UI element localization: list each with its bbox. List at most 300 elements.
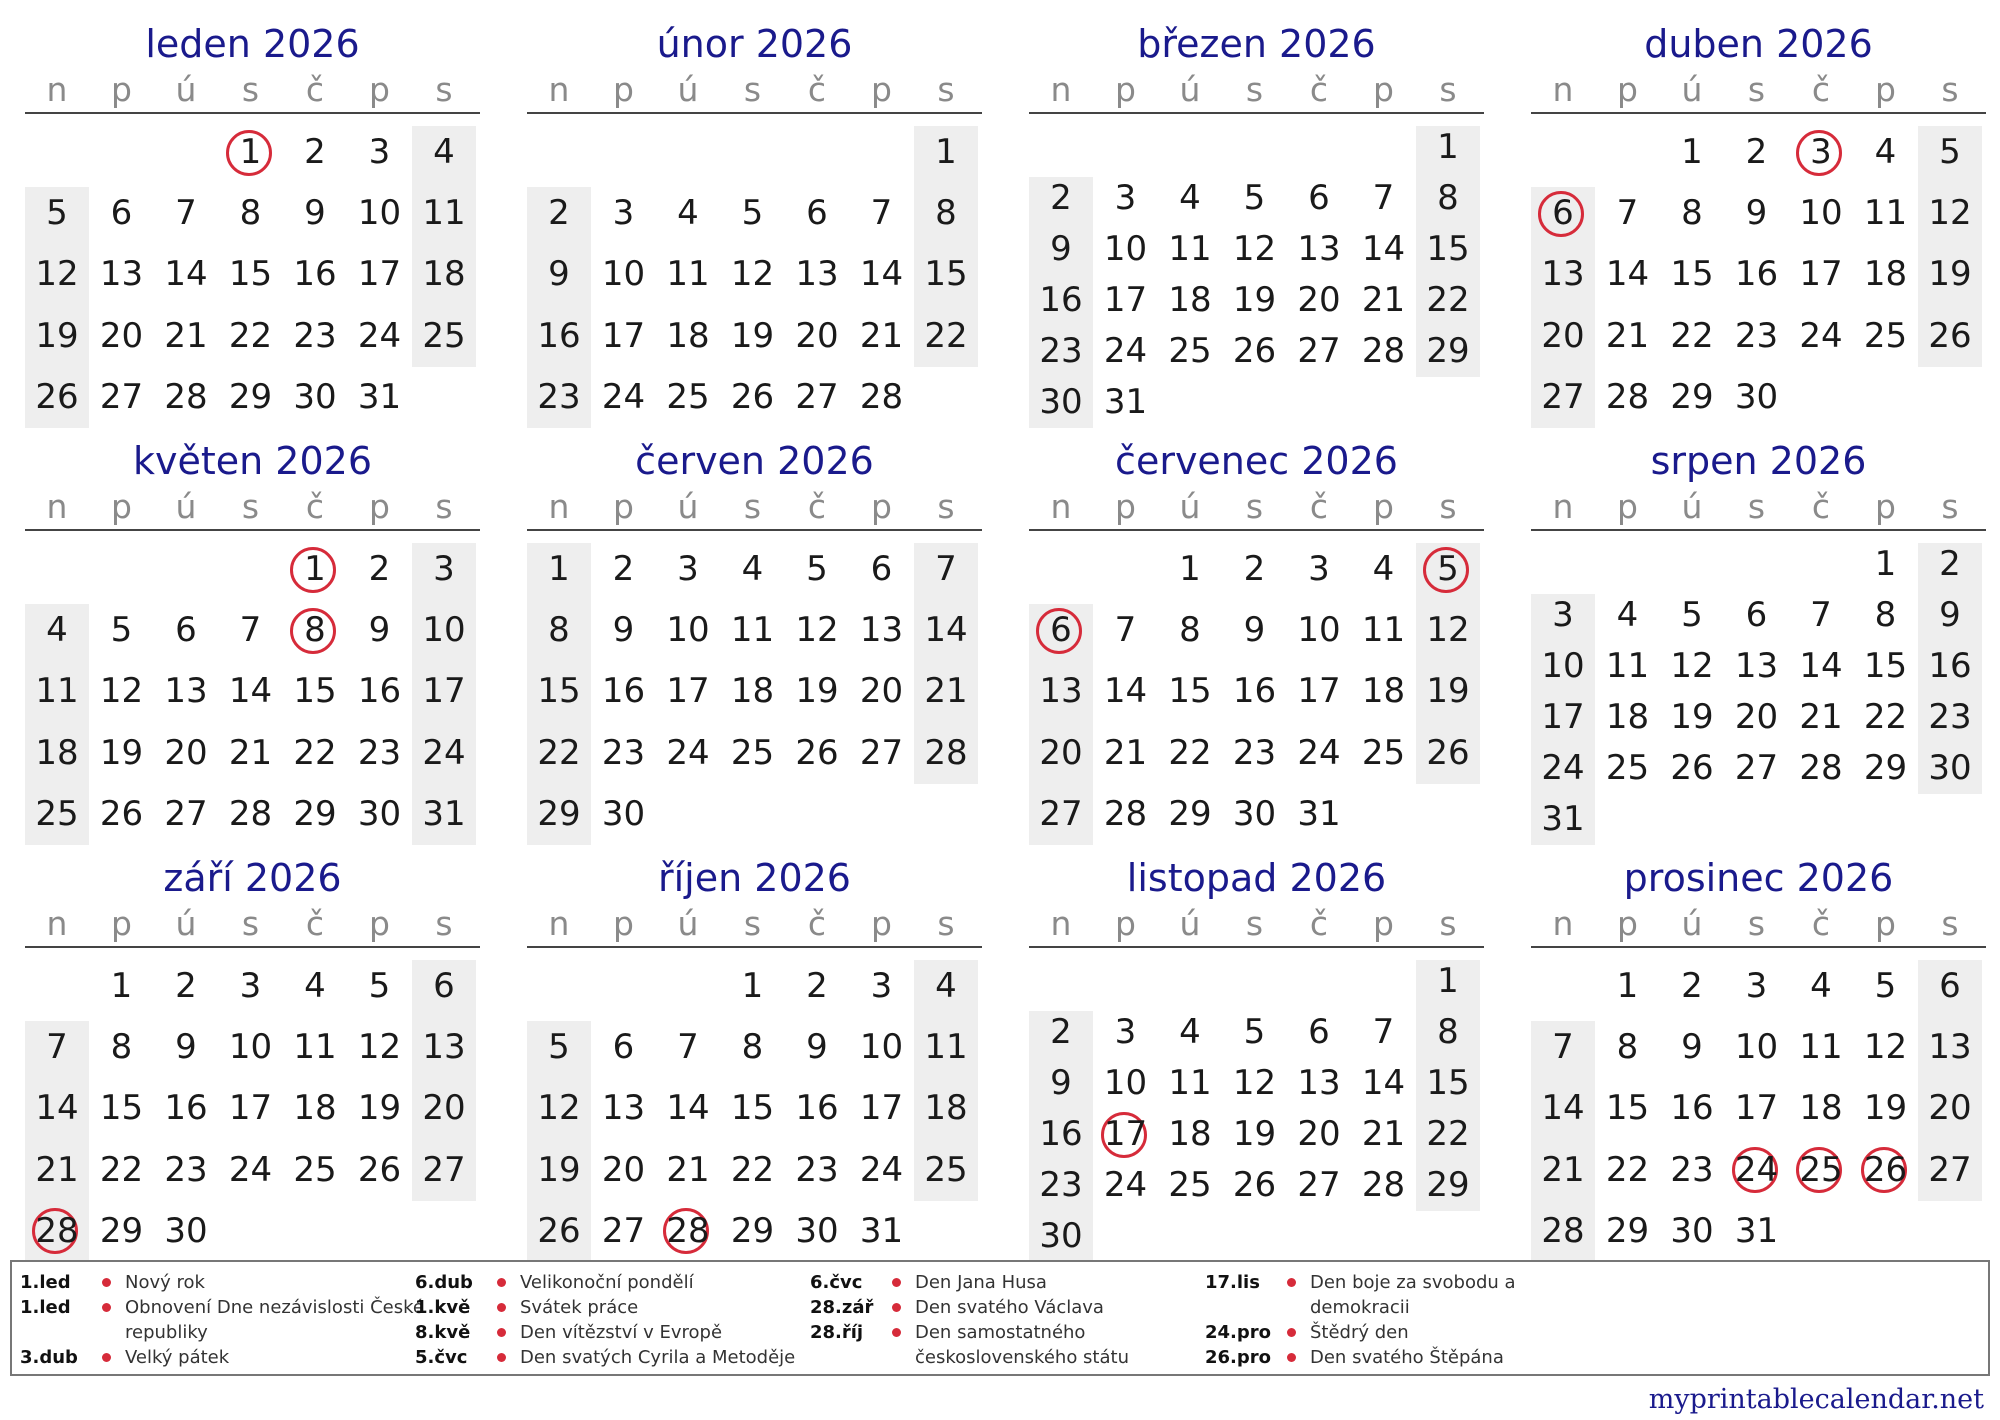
day-cell [219,1017,283,1078]
day-cell [25,1017,89,1078]
day-cell [90,244,154,305]
day-number: 29 [1426,1165,1470,1205]
day-cell [914,122,978,183]
day-number: 28 [1605,376,1650,417]
day-cell [721,244,785,305]
weekday-label: p [369,70,390,109]
day-cell [1158,661,1222,722]
legend-date: 1.kvě [415,1297,471,1318]
day-cell [412,661,476,722]
day-number: 26 [1232,1165,1277,1205]
day-cell [1660,306,1724,367]
day-cell [283,1017,347,1078]
day-cell [1223,224,1287,275]
day-cell [1789,1017,1853,1078]
day-number: 4 [304,966,326,1006]
day-cell [1660,590,1724,641]
day-cell [1531,1078,1595,1139]
day-cell [1094,1058,1158,1109]
day-cell [721,600,785,661]
day-number: 8 [110,1027,133,1068]
day-cell [1596,1140,1660,1201]
day-number: 22 [730,1149,775,1190]
weekday-label: č [1811,487,1831,526]
weekday-label: ú [1681,904,1703,943]
day-number: 19 [35,315,79,356]
day-cell [721,1078,785,1139]
day-cell [1416,1109,1480,1160]
day-cell [348,661,412,722]
day-number: 27 [1297,1165,1341,1205]
day-cell [1029,173,1093,224]
day-number: 18 [666,315,710,356]
day-cell [412,723,476,784]
day-cell [721,306,785,367]
day-cell [1660,1017,1724,1078]
day-cell [412,1140,476,1201]
day-number: 6 [1552,193,1574,234]
day-cell [1918,641,1982,692]
weekday-label: s [743,904,762,943]
day-number: 7 [1552,1027,1574,1068]
day-number: 3 [433,549,455,589]
day-number: 9 [1243,610,1266,651]
day-cell [656,723,720,784]
weekday-label: s [1747,487,1766,526]
day-number: 30 [601,793,646,834]
day-cell [1416,1160,1480,1211]
day-cell [1789,956,1853,1017]
day-cell [914,306,978,367]
weekday-header [1029,485,1484,531]
legend-holiday-name: Den Jana Husa [915,1272,1047,1293]
day-number: 18 [1168,1114,1212,1154]
day-number: 16 [1039,280,1083,320]
day-number: 17 [1297,671,1341,712]
day-cell [1094,224,1158,275]
day-number: 24 [422,732,466,773]
day-cell [90,1201,154,1262]
day-number: 4 [935,966,957,1006]
day-cell [283,183,347,244]
weekday-label: p [871,70,892,109]
day-cell [1596,641,1660,692]
day-cell [1094,377,1158,428]
day-cell [348,183,412,244]
bullet-dot-icon [1287,1353,1296,1362]
day-number: 25 [1168,331,1212,371]
day-number: 1 [1437,127,1459,167]
weekday-label: č [1309,70,1329,109]
day-cell [1596,244,1660,305]
weekday-header [527,485,982,531]
month-block [1531,852,1986,1262]
legend-date: 28.zář [810,1297,874,1318]
day-cell [785,539,849,600]
day-number: 1 [1616,966,1639,1006]
day-cell [785,1201,849,1262]
day-number: 15 [1168,671,1212,712]
day-number: 19 [1232,1114,1277,1154]
weekday-label: s [1747,904,1766,943]
weekday-header [25,68,480,114]
legend-date: 3.dub [20,1347,78,1368]
day-number: 30 [164,1210,208,1251]
day-number: 20 [99,315,144,356]
day-cell [1158,275,1222,326]
legend-holiday-name: Velikonoční pondělí [520,1272,694,1293]
day-cell [785,183,849,244]
weekday-label: n [1552,487,1574,526]
day-number: 26 [1928,315,1972,356]
weekday-label: p [613,70,634,109]
day-cell [219,122,283,183]
day-number: 24 [228,1149,273,1190]
day-number: 6 [1745,595,1768,635]
weekday-label: p [1115,487,1136,526]
day-cell [1660,1078,1724,1139]
day-number: 9 [1745,193,1768,234]
day-cell [527,661,591,722]
weekday-label: ú [1179,904,1201,943]
day-cell [219,367,283,428]
day-number: 10 [1541,646,1585,686]
weekday-label: p [369,904,390,943]
day-number: 6 [1308,1012,1330,1052]
weekday-label: ú [1681,487,1703,526]
day-number: 20 [422,1088,466,1129]
day-number: 15 [99,1088,144,1129]
day-cell [1416,275,1480,326]
day-cell [527,183,591,244]
day-cell [527,367,591,428]
day-cell [850,1140,914,1201]
bullet-dot-icon [892,1278,901,1287]
day-number: 5 [806,549,828,589]
day-number: 31 [1297,793,1341,834]
day-number: 30 [1670,1210,1714,1251]
day-cell [1918,743,1982,794]
day-cell [1416,539,1480,600]
day-number: 10 [1734,1027,1779,1068]
day-cell [1596,306,1660,367]
day-number: 5 [368,966,391,1006]
weekday-label: s [937,487,955,526]
day-number: 25 [730,732,775,773]
day-number: 20 [859,671,904,712]
day-cell [1094,275,1158,326]
day-cell [1854,1078,1918,1139]
day-cell [1094,1160,1158,1211]
day-cell [25,723,89,784]
weekday-label: s [743,487,762,526]
day-cell [1287,723,1351,784]
day-number: 18 [1605,697,1650,737]
day-number: 8 [1616,1027,1639,1068]
day-cell [283,244,347,305]
day-cell [592,723,656,784]
day-number: 20 [601,1149,646,1190]
day-cell [1660,743,1724,794]
day-cell [785,956,849,1017]
day-cell [1789,244,1853,305]
day-cell [721,956,785,1017]
day-cell [1660,1140,1724,1201]
day-number: 28 [35,1210,79,1251]
day-number: 21 [1799,697,1843,737]
weekday-label: n [1552,904,1574,943]
day-number: 29 [730,1210,775,1251]
day-number: 2 [368,549,391,589]
legend-entry [810,1320,1205,1370]
day-cell [1416,956,1480,1007]
day-number: 14 [924,610,968,651]
day-cell [1725,956,1789,1017]
day-number: 17 [422,671,466,712]
day-number: 3 [239,966,262,1006]
day-number: 3 [1810,132,1832,172]
day-cell [1918,183,1982,244]
day-number: 17 [1103,1114,1148,1154]
day-number: 7 [46,1027,68,1068]
weekday-label: n [46,70,68,109]
day-cell [914,1017,978,1078]
day-cell [1158,784,1222,845]
day-number: 8 [304,610,326,651]
day-number: 22 [293,732,337,773]
weekday-label: s [1245,70,1264,109]
legend-holiday-name: Obnovení Dne nezávislosti České republiky [125,1297,424,1343]
weekday-label: p [111,487,132,526]
day-number: 14 [859,254,904,295]
day-cell [1789,306,1853,367]
day-cell [283,784,347,845]
weekday-label: č [807,487,827,526]
legend-entry [1205,1345,1600,1370]
day-number: 5 [1939,132,1961,172]
day-cell [1854,1140,1918,1201]
day-number: 2 [806,966,828,1006]
day-cell [1531,590,1595,641]
weekday-label: ú [175,904,197,943]
day-number: 9 [1050,1063,1072,1103]
legend-holiday-name: Den samostatného československého státu [915,1322,1129,1368]
day-number: 24 [1297,732,1341,773]
day-number: 24 [601,376,646,417]
day-cell [90,784,154,845]
bullet-dot-icon [892,1328,901,1337]
day-number: 23 [164,1149,208,1190]
weekday-label: s [1941,487,1959,526]
day-number: 26 [357,1149,402,1190]
day-number: 18 [730,671,775,712]
weekday-label: n [548,904,570,943]
weekday-label: n [548,487,570,526]
day-number: 10 [1297,610,1341,651]
day-cell [348,244,412,305]
legend-holiday-name: Velký pátek [125,1347,230,1368]
day-number: 7 [175,193,197,234]
weekday-label: ú [1179,487,1201,526]
day-number: 14 [35,1088,79,1129]
day-cell [90,367,154,428]
weekday-label: s [435,487,453,526]
legend-holiday-name: Den svatých Cyrila a Metoděje [520,1347,796,1368]
day-cell [1287,539,1351,600]
day-cell [850,183,914,244]
day-number: 30 [293,376,337,417]
day-number: 8 [1874,595,1897,635]
day-number: 2 [548,193,570,234]
day-number: 11 [1168,1063,1212,1103]
legend-entry [20,1295,435,1345]
day-cell [154,367,218,428]
day-number: 15 [293,671,337,712]
day-cell [592,306,656,367]
day-number: 23 [1232,732,1277,773]
day-cell [25,784,89,845]
day-cell [527,723,591,784]
day-number: 20 [1734,697,1779,737]
day-number: 6 [1050,610,1072,651]
weekday-label: p [1373,904,1394,943]
day-number: 28 [666,1210,710,1251]
day-cell [219,183,283,244]
day-cell [283,367,347,428]
day-number: 16 [1039,1114,1083,1154]
weekday-label: č [1811,904,1831,943]
day-cell [592,183,656,244]
day-number: 20 [1541,315,1585,356]
day-cell [527,1140,591,1201]
day-cell [1158,326,1222,377]
day-cell [656,600,720,661]
month-title: duben 2026 [1644,22,1873,66]
day-cell [850,723,914,784]
day-number: 22 [99,1149,144,1190]
day-cell [1531,1017,1595,1078]
day-number: 27 [795,376,839,417]
day-cell [154,600,218,661]
weekday-header [1531,485,1986,531]
day-number: 17 [1799,254,1843,295]
day-cell [1531,692,1595,743]
weekday-header [527,68,982,114]
day-number: 30 [1039,1216,1083,1256]
day-cell [1352,173,1416,224]
day-number: 27 [1928,1149,1972,1190]
day-cell [1416,326,1480,377]
day-cell [1725,1140,1789,1201]
day-number: 5 [46,193,68,234]
weekday-label: p [1617,70,1638,109]
day-number: 15 [228,254,273,295]
legend-date: 6.čvc [810,1272,863,1293]
day-number: 19 [730,315,775,356]
weekday-label: č [305,904,325,943]
day-number: 23 [601,732,646,773]
day-cell [656,183,720,244]
day-number: 27 [1541,376,1585,417]
day-number: 19 [1426,671,1470,712]
day-number: 28 [1541,1210,1585,1251]
day-cell [1531,367,1595,428]
day-cell [1725,1078,1789,1139]
day-number: 25 [1168,1165,1212,1205]
day-number: 13 [1297,229,1341,269]
day-cell [1029,600,1093,661]
day-cell [1596,1017,1660,1078]
day-number: 18 [293,1088,337,1129]
day-number: 31 [1103,382,1148,422]
day-number: 19 [1232,280,1277,320]
legend-entry [415,1295,830,1320]
day-cell [1158,173,1222,224]
legend-column [1205,1270,1600,1370]
day-number: 21 [1103,732,1148,773]
day-cell [1223,784,1287,845]
day-number: 28 [164,376,208,417]
day-number: 14 [1605,254,1650,295]
weekday-label: č [1309,904,1329,943]
day-cell [1918,1078,1982,1139]
day-number: 1 [1179,549,1201,589]
site-credit: myprintablecalendar.net [1648,1384,1984,1415]
day-cell [283,723,347,784]
day-cell [850,1078,914,1139]
day-cell [219,661,283,722]
day-cell [1287,326,1351,377]
day-cell [154,956,218,1017]
day-cell [1287,224,1351,275]
day-cell [1416,224,1480,275]
legend-entry [415,1270,830,1295]
day-number: 13 [859,610,904,651]
day-cell [90,183,154,244]
weekday-label: s [241,70,260,109]
day-number: 1 [304,549,326,589]
day-cell [656,1201,720,1262]
weekday-label: p [1617,904,1638,943]
day-number: 13 [1039,671,1083,712]
day-number: 15 [1426,229,1470,269]
legend-entry [810,1270,1205,1295]
day-number: 2 [1939,544,1961,584]
day-cell [154,244,218,305]
day-number: 17 [357,254,402,295]
day-cell [1789,590,1853,641]
day-number: 5 [1874,966,1897,1006]
day-cell [348,1140,412,1201]
weekday-label: n [1552,70,1574,109]
day-number: 4 [1616,595,1639,635]
day-cell [1854,956,1918,1017]
day-number: 16 [537,315,581,356]
day-cell [1352,1058,1416,1109]
day-cell [219,600,283,661]
day-cell [850,600,914,661]
weekday-label: s [1439,487,1457,526]
day-number: 21 [35,1149,79,1190]
day-number: 5 [548,1027,570,1068]
day-number: 2 [304,132,326,172]
day-number: 7 [1810,595,1832,635]
day-cell [348,306,412,367]
day-number: 20 [1039,732,1083,773]
day-number: 28 [1103,793,1148,834]
day-number: 9 [806,1027,828,1068]
day-cell [412,306,476,367]
